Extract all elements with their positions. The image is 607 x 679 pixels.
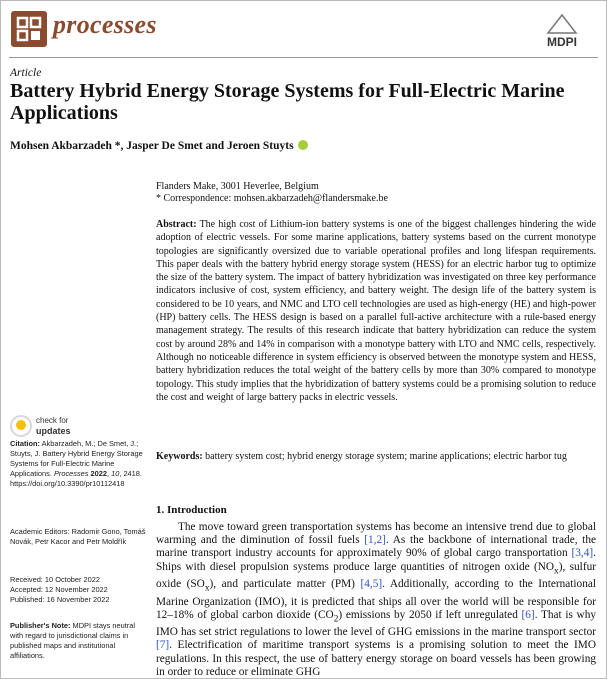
citation-link[interactable]: [6] — [521, 608, 535, 621]
orcid-icon[interactable] — [298, 140, 308, 150]
author-list — [10, 140, 308, 152]
journal-logo-icon — [11, 11, 47, 47]
keywords-label: Keywords: — [156, 451, 203, 462]
article-type: Article — [10, 67, 42, 79]
citation-block: Citation: Akbarzadeh, M.; De Smet, J.; Stuyts, J. Battery Hybrid Energy Storage Systems for Full-Electric Marine Applications. Processes 2022, 10, 2418. https://doi.org/10.3390/pr10112418 — [10, 439, 143, 488]
citation-link[interactable]: [1,2] — [364, 534, 386, 547]
article-title: Battery Hybrid Energy Storage Systems for Full-Electric Marine Applications — [10, 80, 565, 124]
keywords-text: battery system cost; hybrid energy storage system; marine applications; electric harbor tug — [205, 451, 567, 462]
header-divider — [9, 57, 598, 58]
abstract — [156, 218, 596, 404]
citation-link[interactable]: [7] — [156, 639, 170, 652]
check-for-updates-badge[interactable]: check for updates — [10, 415, 150, 439]
introduction-text: The move toward green transportation systems has become an intensive trend due to global warming and the diminution of fossil fuels [1,2]. As the backbone of international trade, the marine transport industry accounts for approximately 90% of global cargo transportation [3,4]. Ships with diesel propulsion systems produce large quantities of nitrogen oxide $(NO_x)$, sulfur oxide $(SO_x)$, and particulate matter (PM) [4,5]. Additionally, according to the International Marine Organization (IMO), it is predicted that ships all over the world will be responsible for 12–18% of global carbon dioxide $(CO_2)$ emissions by 2050 if left unregulated [6]. That is why IMO has set strict regulations to lower the level of GHG emissions in the marine transport sector [7]. Electrification of maritime transport systems is a promising solution to meet the IMO regulations. In this respect, the use of battery energy storage on board vessels has been growing in order to reduce or eliminate GHG — [156, 521, 596, 678]
check-updates-icon — [10, 415, 32, 437]
journal-name: processes — [53, 10, 157, 39]
mdpi-logo — [530, 13, 594, 49]
keywords — [156, 450, 596, 463]
published-date: Published: 16 November 2022 — [10, 595, 110, 604]
accepted-date: Accepted: 12 November 2022 — [10, 585, 108, 594]
publisher-name: MDPI — [547, 35, 577, 49]
received-date: Received: 10 October 2022 — [10, 575, 100, 584]
doi-link[interactable]: , 2418. https://doi.org/10.3390/pr10112418 — [10, 469, 142, 488]
citation-link[interactable]: [3,4] — [571, 547, 594, 560]
author-names: Mohsen Akbarzadeh *, Jasper De Smet and Jeroen Stuyts — [10, 140, 294, 152]
abstract-text: The high cost of Lithium-ion battery systems is one of the biggest challenges hindering the wide adoption of electric vessels. For some marine applications, battery systems based on the current monotype topologies are significantly oversized due to variable operational profiles and long lifespan requirements. This paper deals with the battery hybrid energy storage system (HESS) for an electric harbor tug to optimize the size of the battery system. The impact of battery hybridization was investigated on three key performance indicators inclusive of cost, system efficiency, and battery weight. The design life of the battery system is considered to be 10 years, and NMC and LTO cell technologies are used as high-energy (HE) and high-power (HP) battery cells. The HESS design is based on a parallel full-active architecture with a rule-based energy management strategy. The results of this research indicate that battery hybridization can reduce the system cost by around 28% and 14% in comparison with a monotype battery with LTO and NMC cells, respectively. Although no noticeable difference in system efficiency is observed between the monotype system and HESS, battery hybridization reduces the total weight of the battery cells by more than 30% compared to monotype topology. This study implies that the hybridization of battery systems could be a promising solution to reduce the cost and weight of large battery packs in electric vessels. — [156, 219, 596, 403]
correspondence: * Correspondence: mohsen.akbarzadeh@flandersmake.be — [156, 193, 388, 204]
academic-editors: Academic Editors: Radomir Gono, Tomáš Novák, Petr Kacor and Petr Moldřík — [10, 527, 146, 546]
affiliation: Flanders Make, 3001 Heverlee, Belgium — [156, 181, 319, 192]
section-heading-introduction: 1. Introduction — [156, 504, 227, 516]
citation-link[interactable]: [4,5] — [360, 578, 383, 591]
dates-block — [10, 575, 150, 605]
publisher-note: Publisher's Note: MDPI stays neutral with regard to jurisdictional claims in published maps and institutional affiliations. — [10, 621, 135, 660]
affiliation-block — [156, 181, 388, 205]
abstract-label: Abstract: — [156, 219, 197, 230]
citation-label: Citation: — [10, 439, 40, 448]
